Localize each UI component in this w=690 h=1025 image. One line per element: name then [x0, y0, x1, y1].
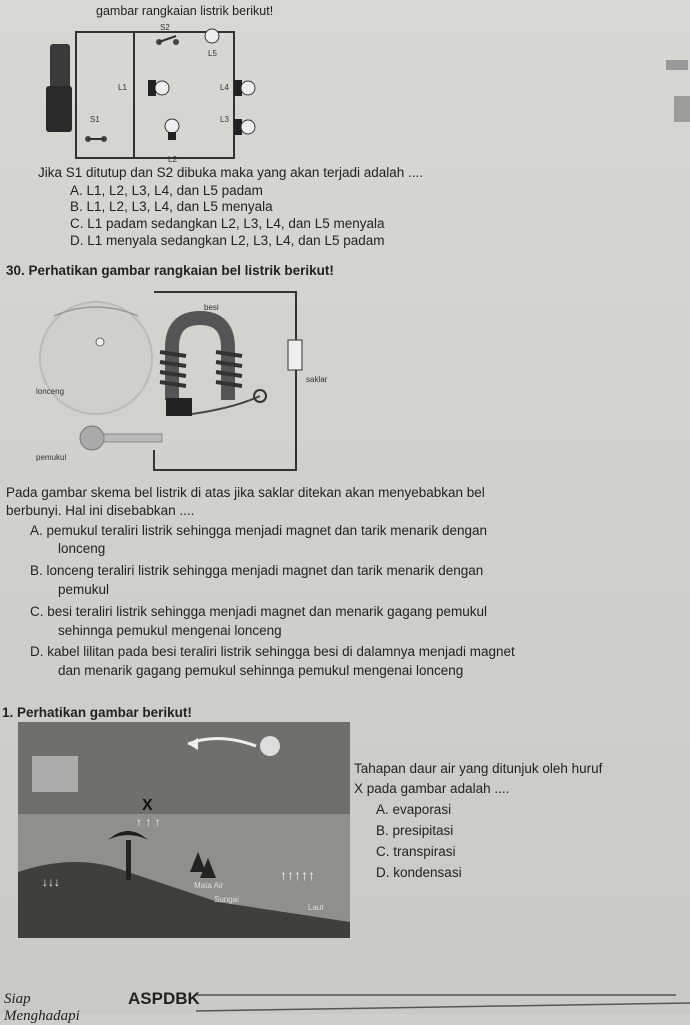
- margin-tab-2: [674, 96, 690, 122]
- rain-cloud: [32, 756, 78, 792]
- q30-option-d[interactable]: D. kabel lilitan pada besi teraliri listrik sehingga besi di dalamnya menjadi magnet: [30, 644, 515, 659]
- lamp-l5-icon: [205, 29, 219, 43]
- q30-option-b[interactable]: B. lonceng teraliri listrik sehingga menjadi magnet dan tarik menarik dengan: [30, 563, 484, 578]
- battery-top: [50, 44, 70, 90]
- label-l3: L3: [220, 115, 229, 124]
- contact-block: [166, 398, 192, 416]
- switch-s2-contact-b: [173, 39, 179, 45]
- saklar-switch-icon: [288, 340, 302, 370]
- q30-option-a-line2: lonceng: [58, 541, 106, 556]
- q30-stem-line1: Pada gambar skema bel listrik di atas jika saklar ditekan akan menyebabkan bel: [6, 485, 485, 500]
- q29-option-a[interactable]: A. L1, L2, L3, L4, dan L5 padam: [70, 183, 263, 198]
- q30-heading: [6, 262, 334, 279]
- battery-bottom: [46, 86, 72, 132]
- q1-option-d[interactable]: D. kondensasi: [376, 865, 462, 880]
- label-l2: L2: [168, 155, 177, 164]
- label-pemukul: pemukul: [36, 453, 67, 462]
- electric-bell-diagram: [34, 290, 334, 474]
- sun-icon: [260, 736, 280, 756]
- water-cycle-diagram: [18, 722, 350, 938]
- q1-option-b[interactable]: B. presipitasi: [376, 823, 454, 838]
- label-mata-air: Mata Air: [194, 881, 224, 890]
- footer-swoosh: [196, 983, 690, 1013]
- q30-stem-line2: berbunyi. Hal ini disebabkan ....: [6, 503, 195, 518]
- q30-number: 30.: [6, 263, 25, 278]
- q1-option-a[interactable]: A. evaporasi: [376, 802, 452, 817]
- runoff-arrows: ↓↓↓: [42, 875, 60, 889]
- q30-option-c[interactable]: C. besi teraliri listrik sehingga menjadi magnet dan menarik gagang pemukul: [30, 604, 488, 619]
- gong-bolt: [96, 338, 104, 346]
- hammer-arm: [104, 434, 162, 442]
- label-lonceng: lonceng: [36, 387, 65, 396]
- q1-title: Perhatikan gambar berikut!: [17, 705, 192, 720]
- label-laut: Laut: [308, 903, 324, 912]
- q29-stem: Jika S1 ditutup dan S2 dibuka maka yang akan terjadi adalah ....: [38, 165, 424, 180]
- label-s2: S2: [160, 23, 170, 32]
- hammer-head: [80, 426, 104, 450]
- q30-title: Perhatikan gambar rangkaian bel listrik berikut!: [28, 263, 334, 278]
- footer-brand: ASPDBK: [128, 989, 200, 1008]
- evaporation-arrows: ↑↑↑↑↑: [280, 867, 315, 883]
- q30-option-a[interactable]: A. pemukul teraliri listrik sehingga menjadi magnet dan tarik menarik dengan: [30, 523, 488, 538]
- q1-option-c[interactable]: C. transpirasi: [376, 844, 456, 859]
- q30-option-c-line2: sehinnga pemukul mengenai lonceng: [58, 623, 282, 638]
- q29-header-fragment: gambar rangkaian listrik berikut!: [96, 4, 274, 18]
- footer-italic: Siap Menghadapi: [4, 991, 80, 1024]
- label-l4: L4: [220, 83, 229, 92]
- upward-arrows-x: ↑ ↑ ↑: [136, 815, 161, 829]
- label-besi: besi: [204, 303, 219, 312]
- palm-trunk: [126, 840, 131, 880]
- gong-lonceng: [40, 302, 152, 414]
- circuit-diagram: [38, 22, 278, 164]
- lamp-l2-socket: [168, 132, 176, 140]
- q1-number: 1.: [2, 705, 14, 720]
- margin-tab-1: [666, 60, 688, 70]
- q29-option-b[interactable]: B. L1, L2, L3, L4, dan L5 menyala: [70, 199, 273, 214]
- q29-option-c[interactable]: C. L1 padam sedangkan L2, L3, L4, dan L5 menyala: [70, 216, 385, 231]
- lamp-l4-icon: [241, 81, 255, 95]
- lamp-l2-icon: [165, 119, 179, 133]
- electromagnet-core-besi: [172, 318, 228, 400]
- q1-stem-line2: X pada gambar adalah ....: [354, 781, 510, 796]
- q30-option-d-line2: dan menarik gagang pemukul sehinnga pemukul mengenai lonceng: [58, 663, 464, 678]
- label-x: X: [142, 797, 153, 814]
- label-s1: S1: [90, 115, 100, 124]
- label-sungai: Sungai: [214, 895, 239, 904]
- label-saklar: saklar: [306, 375, 328, 384]
- lamp-l1-icon: [155, 81, 169, 95]
- q30-option-b-line2: pemukul: [58, 582, 110, 597]
- label-l1: L1: [118, 83, 127, 92]
- q1-heading: [2, 704, 192, 721]
- label-l5: L5: [208, 49, 217, 58]
- q1-stem-line1: Tahapan daur air yang ditunjuk oleh huruf: [354, 761, 603, 776]
- lamp-l3-icon: [241, 120, 255, 134]
- q29-option-d[interactable]: D. L1 menyala sedangkan L2, L3, L4, dan L5 padam: [70, 233, 385, 248]
